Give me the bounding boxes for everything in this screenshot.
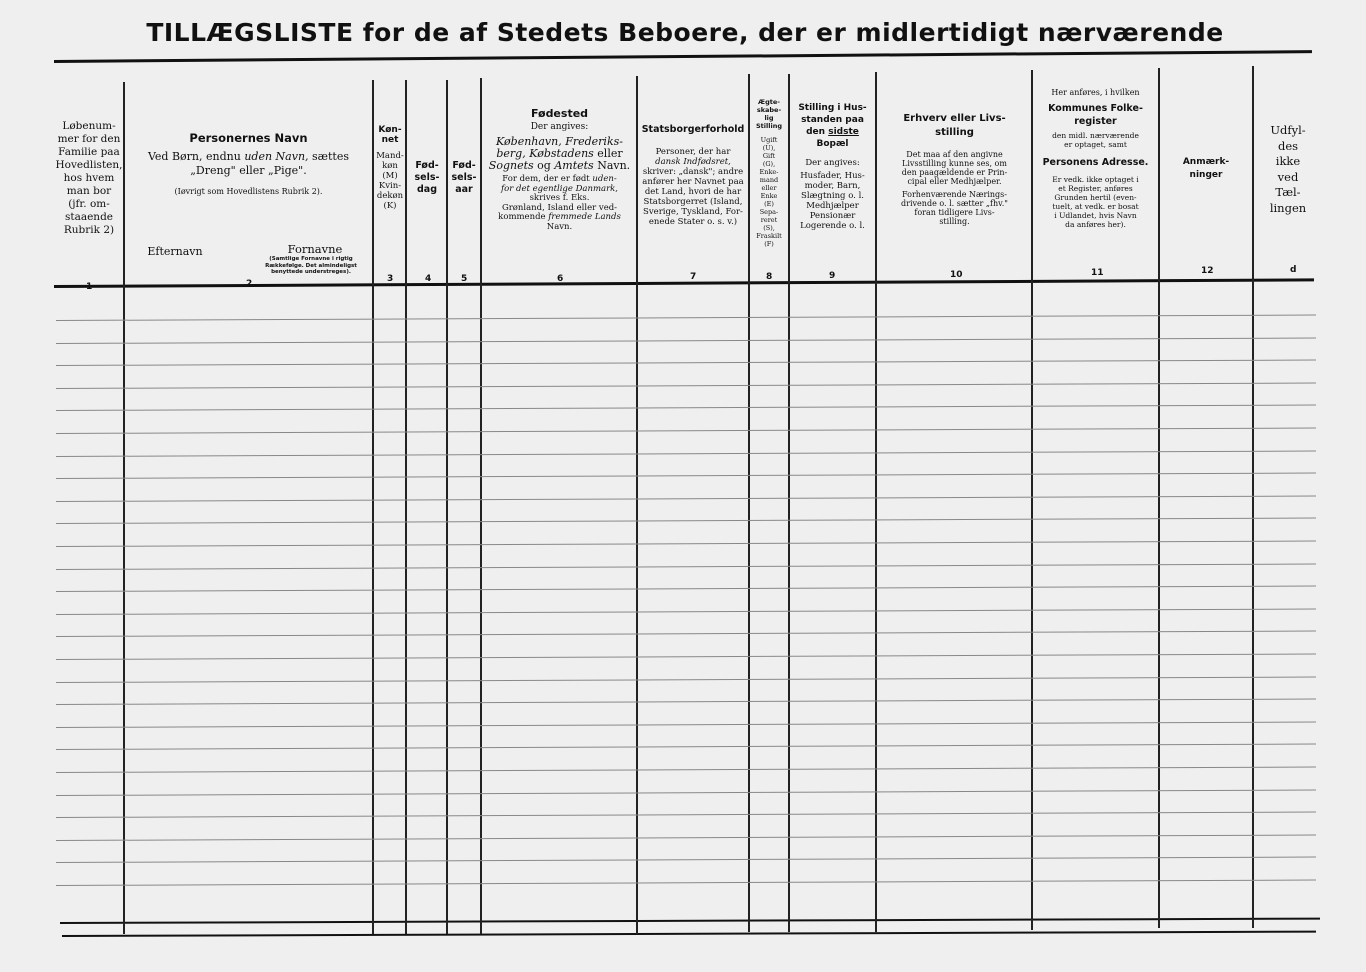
col6-note: Grønland, Island eller ved-: [501, 202, 618, 213]
col11-sub: i Udlandet, hvis Navn: [1054, 211, 1137, 220]
col3-number: 3: [387, 274, 394, 284]
col10-sub: stilling.: [939, 217, 970, 226]
col9-sub: Der angives:: [805, 158, 860, 168]
col6-places: [483, 160, 636, 172]
col6-number: 6: [557, 274, 564, 284]
col-divider-12: [1252, 66, 1254, 928]
entry-row-line: [56, 541, 1316, 547]
col7-line: skriver: „dansk"; andre: [642, 167, 744, 177]
entry-row-line: [56, 699, 1316, 705]
col8-sub: eller: [761, 184, 777, 192]
entry-row-line: [56, 722, 1316, 728]
col9-text: sidste: [828, 127, 859, 137]
col8-sub: Sepa-: [759, 208, 779, 216]
col8-sub: reret: [760, 216, 778, 224]
col8-heading: Ægte-: [758, 98, 780, 106]
entry-row-line: [56, 835, 1316, 841]
col7-number: 7: [690, 272, 697, 282]
col3-sub: (M): [382, 171, 398, 181]
col9-sub: Pensionær: [809, 211, 856, 221]
col3-heading: Køn-: [378, 125, 402, 135]
col2-note: (Iøvrigt som Hovedlistens Rubrik 2).: [174, 187, 323, 196]
col1-line: Løbenum-: [62, 120, 116, 132]
col9-heading: Bopæl: [816, 139, 849, 149]
col6-text: og: [537, 159, 551, 172]
col5-line: aar: [455, 184, 473, 195]
col6-note: skrives f. Eks.: [529, 193, 590, 203]
col7-line: Sverige, Tyskland, For-: [643, 207, 743, 217]
col9-sub: Slægtning o. l.: [801, 191, 864, 201]
entry-row-line: [56, 428, 1316, 434]
col5-header: [448, 160, 480, 196]
col-divider-9: [875, 72, 877, 932]
col1-line: mer for den: [57, 133, 121, 145]
col6-text: fremmede Lands: [548, 212, 621, 222]
entry-row-line: [56, 518, 1316, 524]
col3-sub: Mand-: [376, 151, 404, 161]
col10-sub: Livsstilling kunne ses, om: [902, 159, 1007, 168]
entry-row-line: [56, 383, 1316, 389]
col11-sub: den midl. nærværende: [1052, 131, 1139, 140]
col-divider-11: [1158, 68, 1160, 928]
col10-heading: stilling: [935, 127, 974, 138]
entry-row-line: [56, 405, 1316, 411]
col6-text: Sognets: [488, 159, 534, 172]
col7-header: [638, 123, 748, 227]
col11-sub: et Register, anføres: [1058, 184, 1133, 193]
entry-row-line: [56, 473, 1316, 479]
col9-text: den: [806, 127, 826, 137]
col9-heading: Stilling i Hus-: [798, 103, 867, 113]
entry-row-line: [56, 744, 1316, 750]
col1-header: [54, 120, 124, 237]
col13-header: [1255, 123, 1321, 216]
col8-header: [750, 98, 788, 248]
col2-header: [126, 130, 371, 198]
col13-number: d: [1290, 265, 1297, 275]
col7-line: det Land, hvori de har: [644, 187, 742, 197]
col11-address-heading: Personens Adresse.: [1042, 157, 1149, 168]
col10-header: [878, 112, 1031, 226]
col6-text: eller: [597, 147, 623, 160]
col10-sub: Det maa af den angivne: [906, 150, 1003, 159]
entry-row-line: [56, 631, 1316, 637]
col11-top: Her anføres, i hvilken: [1051, 88, 1140, 97]
entry-row-line: [56, 315, 1316, 321]
col9-number: 9: [829, 271, 836, 281]
col9-sub: Logerende o. l.: [800, 221, 865, 231]
col-divider-5: [480, 78, 482, 934]
col8-heading: Stilling: [756, 122, 782, 130]
col8-sub: (G),: [762, 160, 776, 168]
col6-sub: Der angives:: [530, 122, 589, 132]
col2-fornavne-note: (Samtlige Fornavne i rigtig Rækkefølge. Det almindeligst benyttede understreges).: [265, 256, 357, 275]
col11-sub: er optaget, samt: [1064, 140, 1127, 149]
page-bottom-rule: [62, 931, 1316, 937]
col8-sub: Fraskilt: [756, 232, 782, 240]
col5-line: sels-: [451, 172, 477, 183]
col2-text: Ved Børn, endnu: [147, 150, 241, 163]
col3-heading: net: [381, 135, 399, 145]
col8-heading: lig: [764, 114, 774, 122]
col1-line: man bor: [66, 185, 112, 197]
col13-line: ved: [1277, 169, 1299, 184]
col8-sub: (E): [764, 200, 774, 208]
entry-row-line: [56, 790, 1316, 796]
col8-sub: (S),: [763, 224, 775, 232]
entry-row-line: [56, 586, 1316, 592]
col3-sub: Kvin-: [378, 181, 402, 191]
col8-sub: mand: [759, 176, 779, 184]
col12-line: ninger: [1189, 170, 1223, 180]
entry-row-line: [56, 564, 1316, 570]
top-rule: [54, 50, 1312, 63]
col2-text: sættes: [312, 150, 350, 163]
col11-number: 11: [1091, 268, 1104, 278]
col13-line: ikke: [1275, 154, 1301, 168]
entry-row-line: [56, 767, 1316, 773]
entry-row-line: [56, 677, 1316, 683]
col5-number: 5: [461, 274, 468, 284]
col13-line: Tæl-: [1275, 185, 1301, 199]
col10-sub: Forhenværende Nærings-: [902, 190, 1007, 199]
col6-places: København, Frederiks-: [496, 135, 623, 148]
entry-row-line: [56, 451, 1316, 457]
col1-line: (jfr. om-: [68, 198, 110, 210]
col11-sub: tuelt, at vedk. er bosat: [1052, 202, 1139, 211]
entry-row-line: [56, 609, 1316, 615]
entry-row-line: [56, 880, 1316, 886]
col13-line: Udfyl-: [1270, 123, 1306, 137]
col1-line: Familie paa: [58, 146, 120, 158]
col4-line: Fød-: [415, 160, 439, 171]
col3-sub: dekøn: [376, 191, 404, 201]
col2-text-italic: uden Navn,: [244, 150, 309, 163]
col8-sub: Enke-: [759, 168, 779, 176]
col2-instruction-2: „Dreng" eller „Pige".: [190, 164, 307, 177]
col2-efternavn: Efternavn: [147, 245, 203, 258]
col7-line: Personer, der har: [655, 147, 731, 157]
col9-header: [790, 102, 875, 231]
col8-number: 8: [766, 272, 773, 282]
entry-row-line: [56, 496, 1316, 502]
col2-heading: Personernes Navn: [189, 131, 308, 145]
col8-sub: (F): [764, 240, 774, 248]
col12-line: Anmærk-: [1182, 157, 1230, 167]
col6-note: for det egentlige Danmark,: [500, 183, 619, 194]
col8-sub: (U),: [762, 144, 776, 152]
col6-heading: Fødested: [530, 107, 589, 120]
col13-line: lingen: [1269, 200, 1307, 215]
col11-heading: register: [1074, 116, 1117, 127]
entry-row-line: [56, 360, 1316, 366]
col1-line: hos hvem: [63, 172, 115, 184]
col3-header: [374, 125, 406, 211]
col11-header: [1033, 88, 1158, 229]
col1-line: staaende: [64, 211, 114, 223]
col6-text: Amtets: [554, 159, 594, 172]
col9-sub: Husfader, Hus-: [800, 171, 865, 181]
col7-line: dansk Indfødsret,: [655, 157, 731, 167]
col12-header: [1160, 156, 1252, 182]
col9-heading: [790, 126, 875, 138]
col5-line: Fød-: [452, 160, 476, 171]
entry-row-line: [56, 857, 1316, 863]
col12-number: 12: [1201, 266, 1214, 276]
entry-row-line: [56, 812, 1316, 818]
col1-line: Hovedlisten,: [55, 159, 123, 171]
form-title: TILLÆGSLISTE for de af Stedets Beboere, der er midlertidigt nærværende: [146, 18, 1224, 47]
col8-heading: skabe-: [756, 106, 782, 114]
col7-line: enede Stater o. s. v.): [648, 217, 738, 227]
entry-row-line: [56, 654, 1316, 660]
col4-line: sels-: [414, 172, 440, 183]
col9-sub: moder, Barn,: [804, 181, 861, 191]
col2-instruction: [126, 150, 371, 164]
col11-sub: da anføres her).: [1065, 220, 1126, 229]
col7-line: anfører her Navnet paa: [642, 177, 744, 187]
col7-heading: Statsborgerforhold: [641, 124, 745, 135]
col1-number: 1: [86, 282, 93, 292]
entry-row-line: [56, 338, 1316, 344]
col7-line: Statsborgerret (Island,: [643, 197, 743, 207]
col1-line: Rubrik 2): [63, 224, 115, 236]
col10-sub: den paagældende er Prin-: [901, 168, 1008, 177]
col8-sub: Ugift: [760, 136, 778, 144]
col11-sub: Grunden hertil (even-: [1054, 193, 1137, 202]
col10-heading: Erhverv eller Livs-: [903, 113, 1006, 124]
col10-sub: cipal eller Medhjælper.: [907, 177, 1002, 186]
col10-sub: drivende o. l. sætter „fhv.": [901, 199, 1008, 208]
col8-sub: Enke: [760, 192, 778, 200]
table-bottom-rule: [60, 918, 1320, 924]
col6-text: Navn.: [597, 159, 631, 172]
col6-header: [483, 106, 636, 232]
col6-text: uden-: [592, 174, 617, 184]
col11-sub: Er vedk. ikke optaget i: [1052, 175, 1139, 184]
header-bottom-rule: [54, 278, 1314, 288]
col3-sub: køn: [382, 161, 398, 171]
col4-line: dag: [416, 184, 437, 195]
col6-text: For dem, der er født: [502, 174, 590, 184]
col10-number: 10: [950, 270, 963, 280]
col3-sub: (K): [383, 201, 397, 211]
col4-header: [408, 160, 446, 196]
col9-sub: Medhjælper: [806, 201, 859, 211]
col4-number: 4: [425, 274, 432, 284]
col13-line: des: [1277, 138, 1299, 153]
col6-note: Navn.: [546, 221, 573, 232]
col9-heading: standen paa: [801, 115, 864, 125]
col8-sub: Gift: [762, 152, 776, 160]
col-divider-4: [446, 80, 448, 934]
col10-sub: foran tidligere Livs-: [914, 208, 995, 217]
col2-fornavne: Fornavne: [287, 243, 343, 256]
col11-heading: Kommunes Folke-: [1048, 103, 1143, 114]
col2-number: 2: [246, 279, 253, 289]
col6-text: kommende: [498, 212, 546, 222]
col6-text: berg, Købstadens: [496, 147, 594, 160]
